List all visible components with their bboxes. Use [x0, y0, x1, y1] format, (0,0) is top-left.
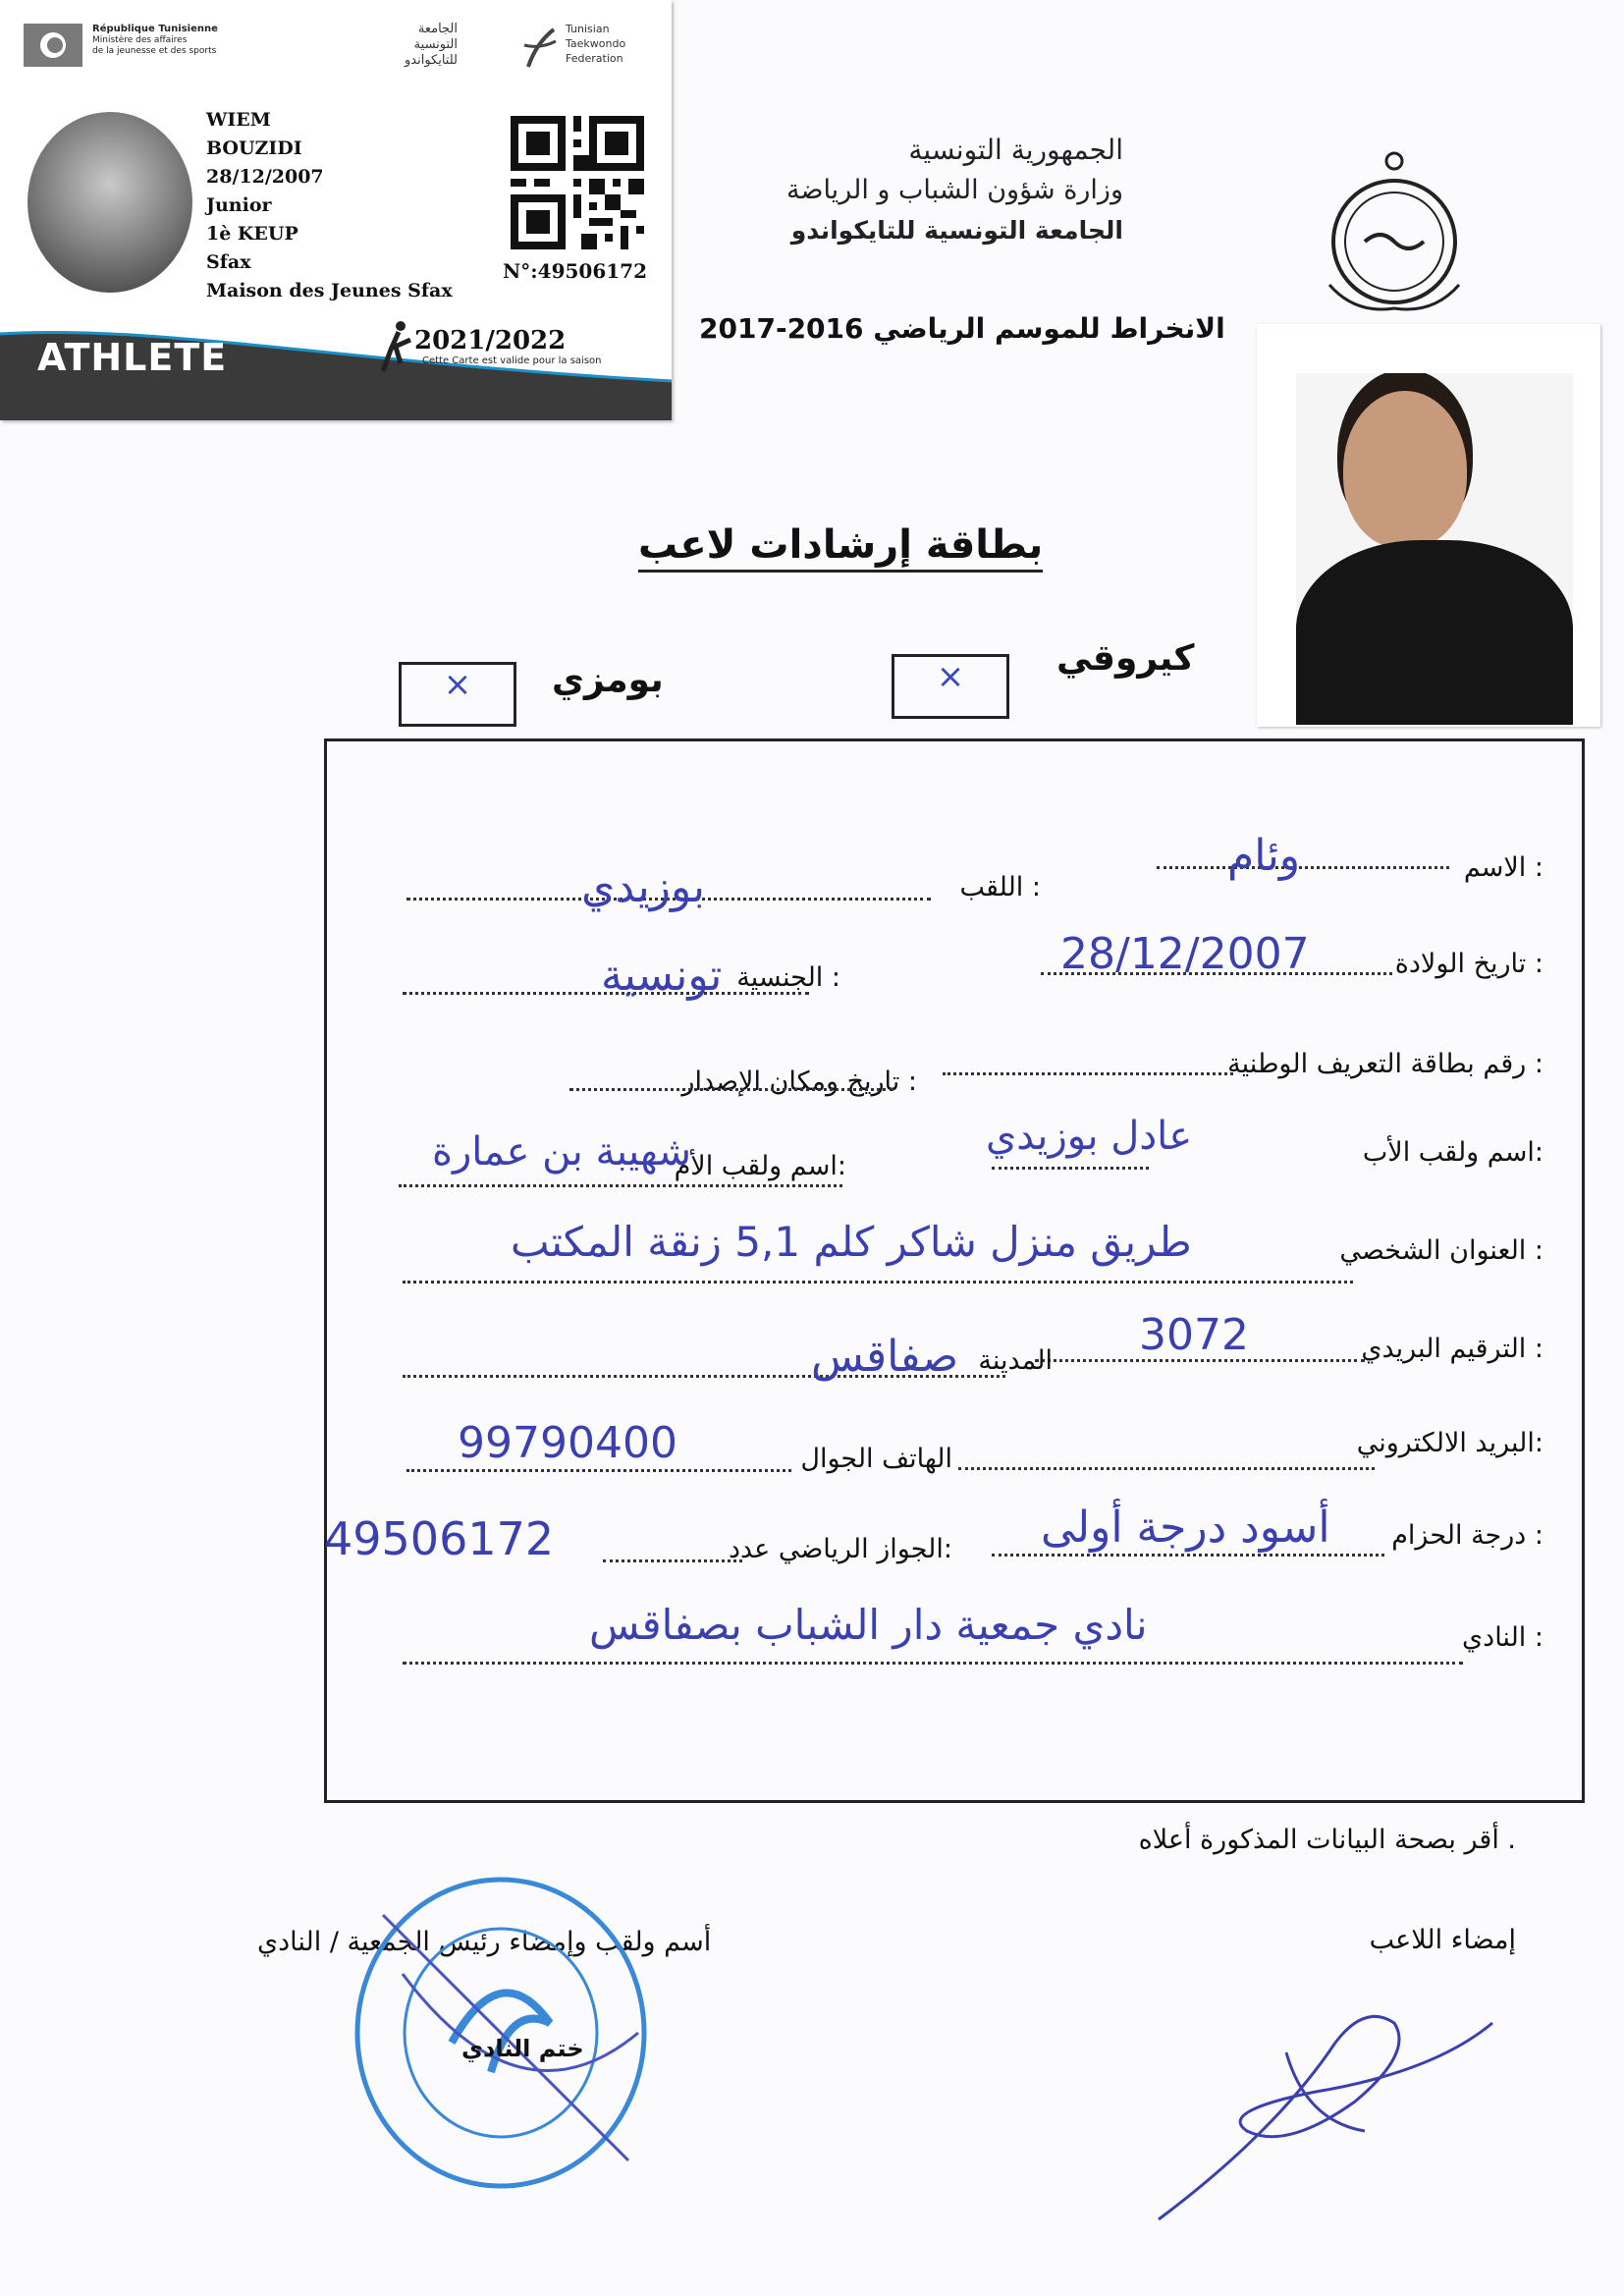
birth-date-value: 28/12/2007: [1060, 929, 1310, 979]
card-athlete-photo: [27, 112, 192, 293]
federation-heading: الجامعة التونسية للتايكواندو: [790, 216, 1123, 245]
player-signature-mark: [1139, 1984, 1512, 2239]
city-value: صفاقس: [811, 1332, 959, 1382]
mother-name-line: [399, 1184, 842, 1187]
belt-grade-line: [992, 1554, 1384, 1557]
father-name-label: اسم ولقب الأب:: [1362, 1137, 1543, 1168]
ministry-text: République Tunisienne Ministère des affaires de la jeunesse et des sports: [92, 24, 218, 56]
kyorugi-checkbox[interactable]: ×: [892, 654, 1009, 719]
poomsae-checkbox[interactable]: ×: [399, 662, 516, 727]
sports-passport-label: الجواز الرياضي عدد:: [728, 1534, 952, 1564]
card-role: ATHLETE: [37, 336, 228, 379]
first-name-value: وئام: [1227, 831, 1301, 881]
poomsae-label: بومزي: [552, 660, 664, 700]
nationality-value: تونسية: [601, 951, 723, 1001]
tunisia-flag-icon: [24, 24, 82, 67]
postal-code-label: الترقيم البريدي :: [1361, 1334, 1543, 1364]
confirmation-statement: أقر بصحة البيانات المذكورة أعلاه .: [1138, 1825, 1516, 1855]
club-label: النادي :: [1462, 1622, 1543, 1653]
last-name-value: بوزيدي: [581, 862, 706, 912]
ministry-heading: وزارة شؤون الشباب و الرياضة: [786, 175, 1123, 205]
father-name-line: [992, 1167, 1149, 1170]
mobile-line: [406, 1469, 791, 1472]
city-label: المدينة: [978, 1345, 1053, 1376]
nationality-label: الجنسية :: [736, 962, 840, 993]
national-id-line: [943, 1072, 1233, 1075]
qr-code-icon: [511, 116, 644, 249]
club-value: نادي جمعية دار الشباب بصفاقس: [589, 1601, 1148, 1649]
athlete-license-card: [0, 0, 672, 420]
passport-photo: [1296, 373, 1573, 725]
form-title: بطاقة إرشادات لاعب: [638, 522, 1043, 573]
address-label: العنوان الشخصي :: [1339, 1235, 1543, 1266]
season-line: الانخراط للموسم الرياضي 2016-2017: [699, 312, 1225, 345]
club-president-signature-label: أسم ولقب وإمضاء رئيس الجمعية / النادي: [257, 1927, 712, 1957]
kyorugi-label: كيروقي: [1056, 638, 1195, 679]
email-label: البريد الالكتروني:: [1356, 1428, 1543, 1458]
card-athlete-info: WIEM BOUZIDI 28/12/2007 Junior 1è KEUP Sfax Maison des Jeunes Sfax: [206, 109, 453, 301]
federation-emblem-icon: [1316, 147, 1473, 314]
sports-passport-value: 49506172: [324, 1512, 555, 1565]
club-seal-label: ختم النادي: [461, 2035, 584, 2062]
birth-date-label: تاريخ الولادة :: [1394, 949, 1543, 979]
sports-passport-line: [603, 1559, 742, 1562]
player-signature-label: إمضاء اللاعب: [1369, 1925, 1516, 1955]
card-license-number: N°:49506172: [503, 259, 647, 283]
first-name-line: [1157, 866, 1449, 869]
mother-name-label: اسم ولقب الأم:: [674, 1151, 846, 1181]
taekwondo-federation-logo-icon: [520, 24, 560, 73]
club-seal-stamp-icon: [344, 1876, 658, 2190]
federation-name-ar: الجامعة التونسية للتايكواندو: [405, 22, 458, 68]
mother-name-value: شهيبة بن عمارة: [432, 1129, 692, 1175]
national-id-label: رقم بطاقة التعريف الوطنية :: [1227, 1049, 1543, 1079]
email-line: [958, 1467, 1375, 1470]
address-line: [403, 1281, 1353, 1284]
issue-date-place-line: [569, 1088, 893, 1091]
belt-grade-label: درجة الحزام :: [1391, 1520, 1543, 1551]
club-line: [403, 1662, 1463, 1665]
postal-code-value: 3072: [1139, 1310, 1249, 1360]
mobile-label: الهاتف الجوال: [800, 1444, 952, 1474]
last-name-label: اللقب :: [959, 872, 1041, 902]
father-name-value: عادل بوزيدي: [986, 1114, 1193, 1159]
mobile-value: 99790400: [458, 1418, 677, 1468]
republic-heading: الجمهورية التونسية: [908, 134, 1123, 166]
first-name-label: الاسم :: [1463, 852, 1543, 883]
kicking-athlete-icon: [379, 320, 414, 379]
card-season: 2021/2022: [414, 326, 567, 355]
federation-name-en: Tunisian Taekwondo Federation: [566, 23, 626, 65]
card-validity: Cette Carte est valide pour la saison: [422, 355, 602, 366]
issue-date-place-label: تاريخ ومكان الإصدار :: [681, 1066, 917, 1097]
address-value: طريق منزل شاكر كلم 5,1 زنقة المكتب: [511, 1218, 1192, 1266]
belt-grade-value: أسود درجة أولى: [1041, 1503, 1330, 1553]
